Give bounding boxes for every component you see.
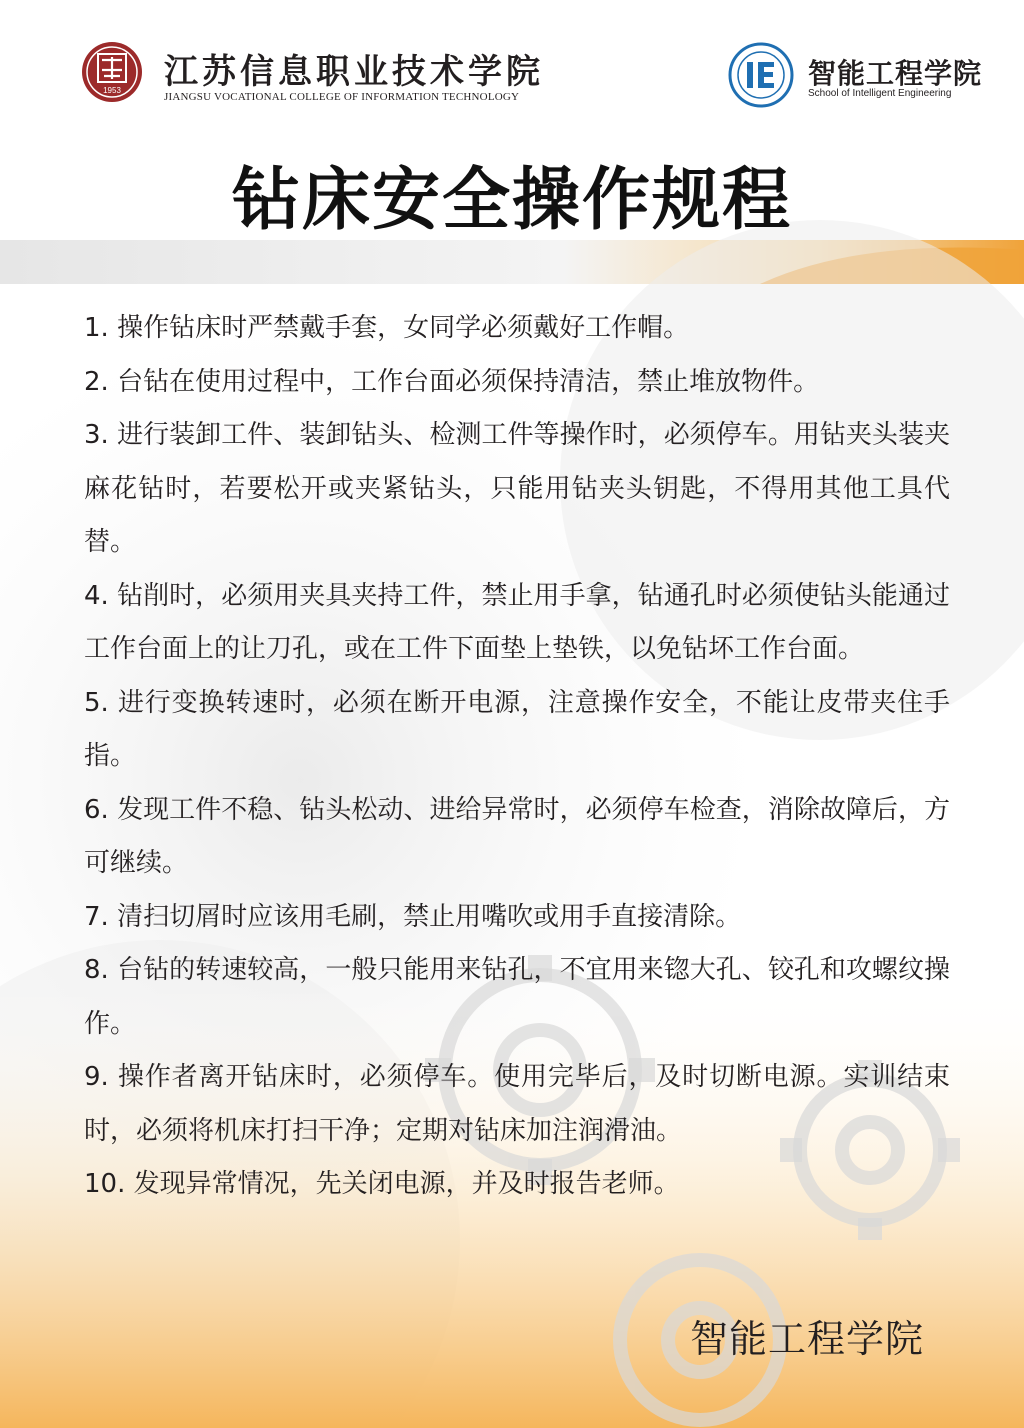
college-name-en: JIANGSU VOCATIONAL COLLEGE OF INFORMATION TECHNOLOGY [164, 91, 520, 103]
college-seal-year: 1953 [103, 86, 121, 95]
rule-item: 3. 进行装卸工件、装卸钻头、检测工件等操作时，必须停车。用钻夹头装夹麻花钻时，若要松开或夹紧钻头，只能用钻夹头钥匙，不得用其他工具代替。 [84, 420, 950, 557]
rule-item: 1. 操作钻床时严禁戴手套，女同学必须戴好工作帽。 [84, 313, 690, 343]
rule-item: 2. 台钻在使用过程中，工作台面必须保持清洁，禁止堆放物件。 [84, 366, 820, 397]
school-name-en: School of Intelligent Engineering [808, 88, 952, 99]
rule-item: 9. 操作者离开钻床时，必须停车。使用完毕后，及时切断电源。实训结束时，必须将机床打扫干净；定期对钻床加注润滑油。 [84, 1062, 950, 1146]
school-name-cn: 智能工程学院 [808, 57, 983, 90]
page-title: 钻床安全操作规程 [231, 161, 792, 240]
rule-item: 4. 钻削时，必须用夹具夹持工件，禁止用手拿，钻通孔时必须使钻头能通过工作台面上的让刀孔，或在工件下面垫上垫铁，以免钻坏工作台面。 [84, 580, 950, 664]
rule-item: 5. 进行变换转速时，必须在断开电源，注意操作安全，不能让皮带夹住手指。 [84, 687, 950, 771]
college-seal-icon [80, 40, 144, 104]
rule-item: 7. 清扫切屑时应该用毛刷，禁止用嘴吹或用手直接清除。 [84, 901, 742, 932]
college-logo [80, 40, 544, 110]
rule-item: 6. 发现工件不稳、钻头松动、进给异常时，必须停车检查，消除故障后，方可继续。 [84, 794, 950, 878]
footer-organization: 智能工程学院 [690, 1317, 925, 1361]
school-badge-icon [728, 42, 794, 108]
rule-item: 10. 发现异常情况，先关闭电源，并及时报告老师。 [84, 1169, 680, 1199]
rule-item: 8. 台钻的转速较高，一般只能用来钻孔，不宜用来锪大孔、铰孔和攻螺纹操作。 [84, 955, 950, 1039]
rules-list [84, 302, 950, 1212]
college-name-cn: 江苏信息职业技术学院 [164, 52, 544, 92]
school-logo [728, 42, 983, 112]
